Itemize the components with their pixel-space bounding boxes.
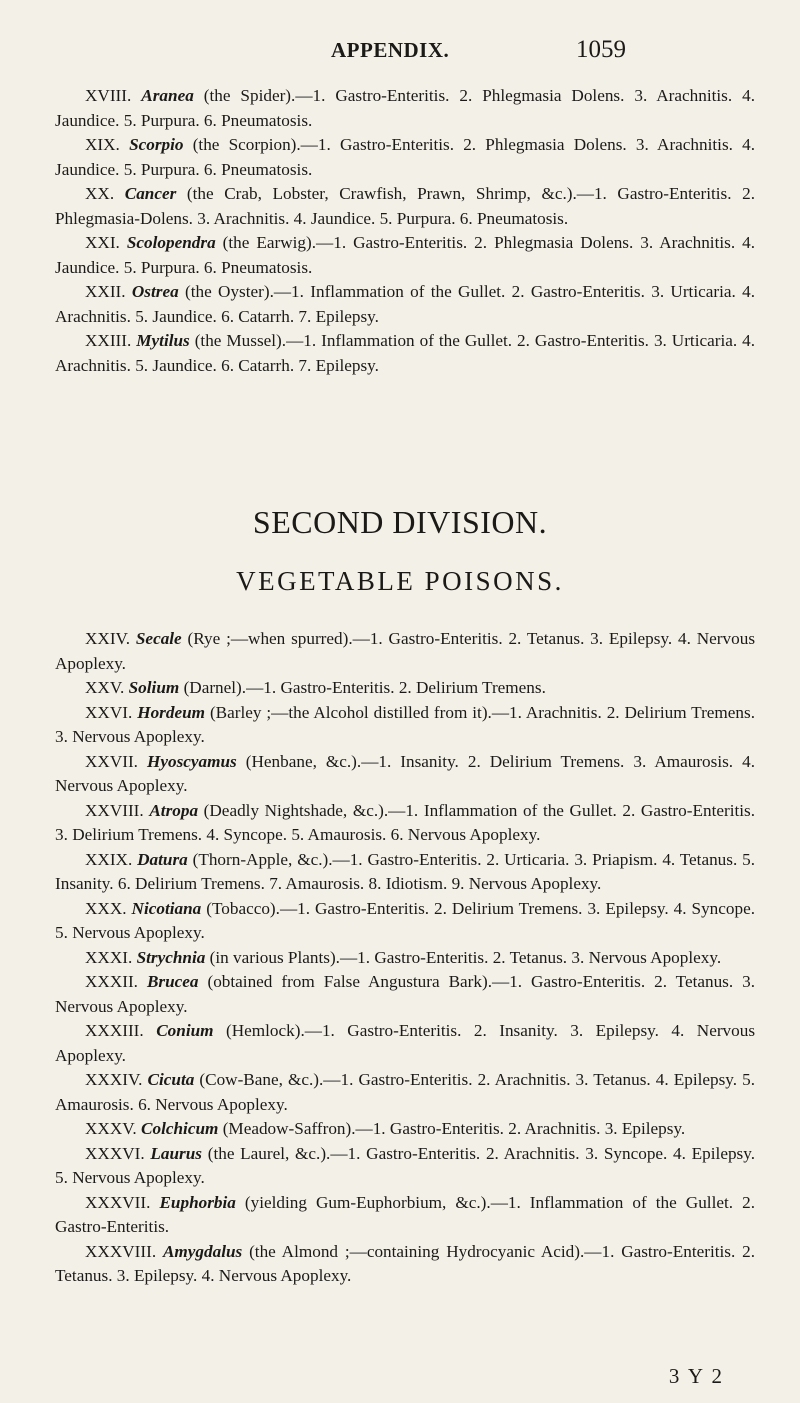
section-heading: VEGETABLE POISONS. [236, 566, 564, 596]
entry-xxxiv: XXXIV. Cicuta (Cow-Bane, &c.).—1. Gastro-Enteritis. 2. Arachnitis. 3. Tetanus. 4. Epilepsy. 5. Amaurosis. 6. Nervous Apoplexy. [55, 1070, 756, 1114]
entry-xxviii: XXVIII. Atropa (Deadly Nightshade, &c.).—1. Inflammation of the Gullet. 2. Gastro-Enteritis. 3. Delirium Tremens. 4. Syncope. 5. Amaurosis. 6. Nervous Apoplexy. [55, 800, 756, 844]
running-title: APPENDIX. [331, 38, 450, 62]
signature-mark: 3 Y 2 [668, 1364, 724, 1388]
division-heading: SECOND DIVISION. [252, 504, 548, 540]
entry-xxxi: XXXI. Strychnia (in various Plants).—1. Gastro-Enteritis. 2. Tetanus. 3. Nervous Apoplexy. [85, 947, 722, 967]
page-number: 1059 [576, 36, 626, 63]
entry-xxix: XXIX. Datura (Thorn-Apple, &c.).—1. Gastro-Enteritis. 2. Urticaria. 3. Priapism. 4. Tetanus. 5. Insanity. 6. Delirium Tremens. 7. Amaurosis. 8. Idiotism. 9. Nervous Apoplexy. [55, 849, 755, 893]
entry-xxxiii: XXXIII. Conium (Hemlock).—1. Gastro-Enteritis. 2. Insanity. 3. Epilepsy. 4. Nervous Apoplexy. [55, 1021, 756, 1065]
entry-xxiv: XXIV. Secale (Rye ;—when spurred).—1. Gastro-Enteritis. 2. Tetanus. 3. Epilepsy. 4. Nervous Apoplexy. [55, 629, 756, 673]
animal-poisons-list [55, 84, 755, 378]
vegetable-poisons-list [55, 627, 755, 1289]
entry-xxxvi: XXXVI. Laurus (the Laurel, &c.).—1. Gastro-Enteritis. 2. Arachnitis. 3. Syncope. 4. Epilepsy. 5. Nervous Apoplexy. [55, 1143, 755, 1187]
entry-xxxii: XXXII. Brucea (obtained from False Angustura Bark).—1. Gastro-Enteritis. 2. Tetanus. 3. Nervous Apoplexy. [55, 972, 756, 1016]
entry-xxiii: XXIII. Mytilus (the Mussel).—1. Inflammation of the Gullet. 2. Gastro-Enteritis. 3. Urticaria. 4. Arachnitis. 5. Jaundice. 6. Catarrh. 7. Epilepsy. [55, 331, 756, 375]
entry-xxvi: XXVI. Hordeum (Barley ;—the Alcohol distilled from it).—1. Arachnitis. 2. Delirium Tremens. 3. Nervous Apoplexy. [55, 702, 756, 746]
entry-xviii: XVIII. Aranea (the Spider).—1. Gastro-Enteritis. 2. Phlegmasia Dolens. 3. Arachnitis. 4. Jaundice. 5. Purpura. 6. Pneumatosis. [55, 86, 756, 130]
entry-xxv: XXV. Solium (Darnel).—1. Gastro-Enteritis. 2. Delirium Tremens. [85, 678, 546, 697]
entry-xxi: XXI. Scolopendra (the Earwig).—1. Gastro-Enteritis. 2. Phlegmasia Dolens. 3. Arachnitis. 4. Jaundice. 5. Purpura. 6. Pneumatosis. [55, 233, 756, 277]
entry-xxxvii: XXXVII. Euphorbia (yielding Gum-Euphorbium, &c.).—1. Inflammation of the Gullet. 2. Gastro-Enteritis. [55, 1192, 755, 1236]
page-header [0, 38, 800, 68]
entry-xx: XX. Cancer (the Crab, Lobster, Crawfish, Prawn, Shrimp, &c.).—1. Gastro-Enteritis. 2. Phlegmasia-Dolens. 3. Arachnitis. 4. Jaundice. 5. Purpura. 6. Pneumatosis. [55, 184, 755, 228]
entry-xxxv: XXXV. Colchicum (Meadow-Saffron).—1. Gastro-Enteritis. 2. Arachnitis. 3. Epilepsy. [85, 1119, 686, 1138]
entry-xix: XIX. Scorpio (the Scorpion).—1. Gastro-Enteritis. 2. Phlegmasia Dolens. 3. Arachnitis. 4. Jaundice. 5. Purpura. 6. Pneumatosis. [55, 135, 756, 179]
entry-xxvii: XXVII. Hyoscyamus (Henbane, &c.).—1. Insanity. 2. Delirium Tremens. 3. Amaurosis. 4. Nervous Apoplexy. [55, 751, 755, 795]
entry-xxii: XXII. Ostrea (the Oyster).—1. Inflammation of the Gullet. 2. Gastro-Enteritis. 3. Urticaria. 4. Arachnitis. 5. Jaundice. 6. Catarrh. 7. Epilepsy. [55, 282, 755, 326]
entry-xxx: XXX. Nicotiana (Tobacco).—1. Gastro-Enteritis. 2. Delirium Tremens. 3. Epilepsy. 4. Syncope. 5. Nervous Apoplexy. [55, 898, 755, 942]
entry-xxxviii: XXXVIII. Amygdalus (the Almond ;—containing Hydrocyanic Acid).—1. Gastro-Enteritis. 2. Tetanus. 3. Epilepsy. 4. Nervous Apoplexy. [55, 1241, 756, 1285]
